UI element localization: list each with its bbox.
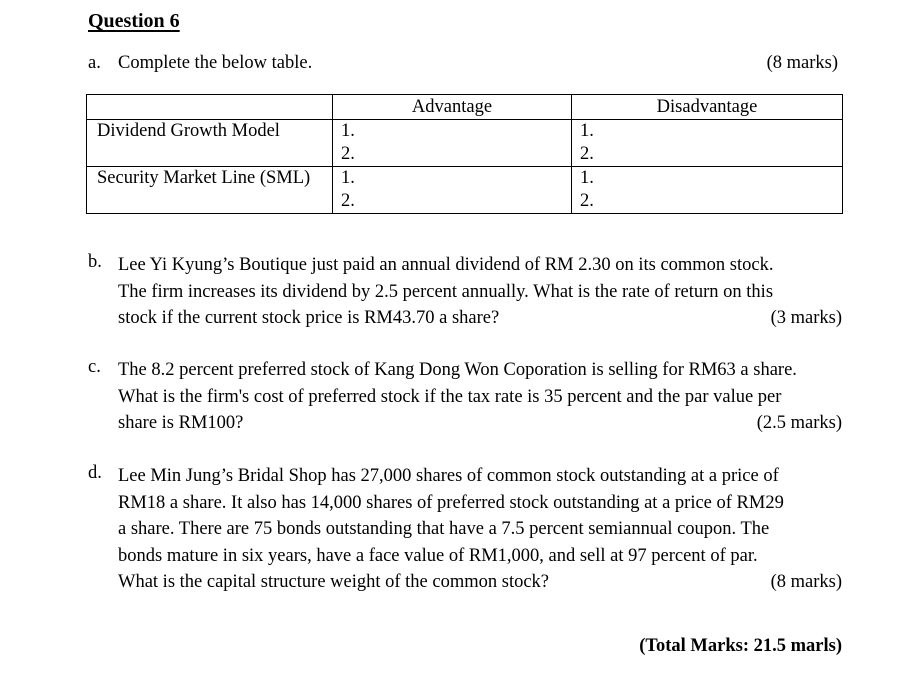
paragraph-line: Lee Yi Kyung’s Boutique just paid an annual dividend of RM 2.30 on its common stock.	[118, 255, 774, 275]
paragraph-line: Lee Min Jung’s Bridal Shop has 27,000 shares of common stock outstanding at a price of	[118, 466, 779, 486]
part-c-paragraph	[118, 357, 842, 437]
question-title: Question 6	[88, 10, 180, 32]
table-header-disadvantage: Disadvantage	[572, 95, 843, 120]
list-item: 2.	[341, 144, 355, 164]
part-b-paragraph	[118, 252, 842, 332]
part-d-paragraph	[118, 463, 842, 596]
list-item: 1.	[341, 168, 355, 188]
table-header-empty	[87, 95, 333, 120]
list-item: 2.	[580, 144, 594, 164]
disadvantage-cell	[572, 167, 843, 214]
list-item: 1.	[580, 168, 594, 188]
paragraph-last-line	[118, 410, 842, 437]
paragraph-last-line	[118, 305, 842, 332]
part-a-label: a.	[88, 53, 101, 73]
total-marks: (Total Marks: 21.5 marls)	[639, 636, 842, 656]
paragraph-line: bonds mature in six years, have a face value of RM1,000, and sell at 97 percent of par.	[118, 545, 758, 566]
paragraph-line: What is the firm's cost of preferred stock if the tax rate is 35 percent and the par value per	[118, 386, 782, 407]
part-c-marks: (2.5 marks)	[756, 413, 842, 433]
table-row	[87, 120, 843, 167]
comparison-table	[86, 94, 843, 214]
table-row	[87, 167, 843, 214]
disadvantage-cell	[572, 120, 843, 167]
part-a-text: Complete the below table.	[118, 53, 313, 73]
row-name-dividend-growth-model: Dividend Growth Model	[87, 120, 333, 167]
paragraph-line: stock if the current stock price is RM43.70 a share?	[118, 308, 500, 328]
part-d-marks: (8 marks)	[770, 572, 842, 592]
list-item: 2.	[580, 191, 594, 211]
part-b-label: b.	[88, 252, 102, 272]
paragraph-last-line	[118, 569, 842, 596]
paragraph-line: a share. There are 75 bonds outstanding that have a 7.5 percent semiannual coupon. The	[118, 519, 770, 539]
advantage-cell	[333, 167, 572, 214]
paragraph-line: RM18 a share. It also has 14,000 shares of preferred stock outstanding at a price of RM29	[118, 492, 784, 513]
paragraph-line: The firm increases its dividend by 2.5 percent annually. What is the rate of return on this	[118, 281, 774, 302]
part-c-label: c.	[88, 357, 101, 377]
list-item: 2.	[341, 191, 355, 211]
row-name-security-market-line: Security Market Line (SML)	[87, 167, 333, 214]
part-b-marks: (3 marks)	[770, 308, 842, 328]
part-d-label: d.	[88, 463, 102, 483]
part-a-marks: (8 marks)	[766, 53, 838, 73]
list-item: 1.	[341, 121, 355, 141]
table-header-row	[87, 95, 843, 120]
paragraph-line: share is RM100?	[118, 413, 244, 433]
paragraph-line: What is the capital structure weight of the common stock?	[118, 572, 550, 592]
table-header-advantage: Advantage	[333, 95, 572, 120]
list-item: 1.	[580, 121, 594, 141]
advantage-cell	[333, 120, 572, 167]
paragraph-line: The 8.2 percent preferred stock of Kang Dong Won Coporation is selling for RM63 a share.	[118, 360, 797, 380]
